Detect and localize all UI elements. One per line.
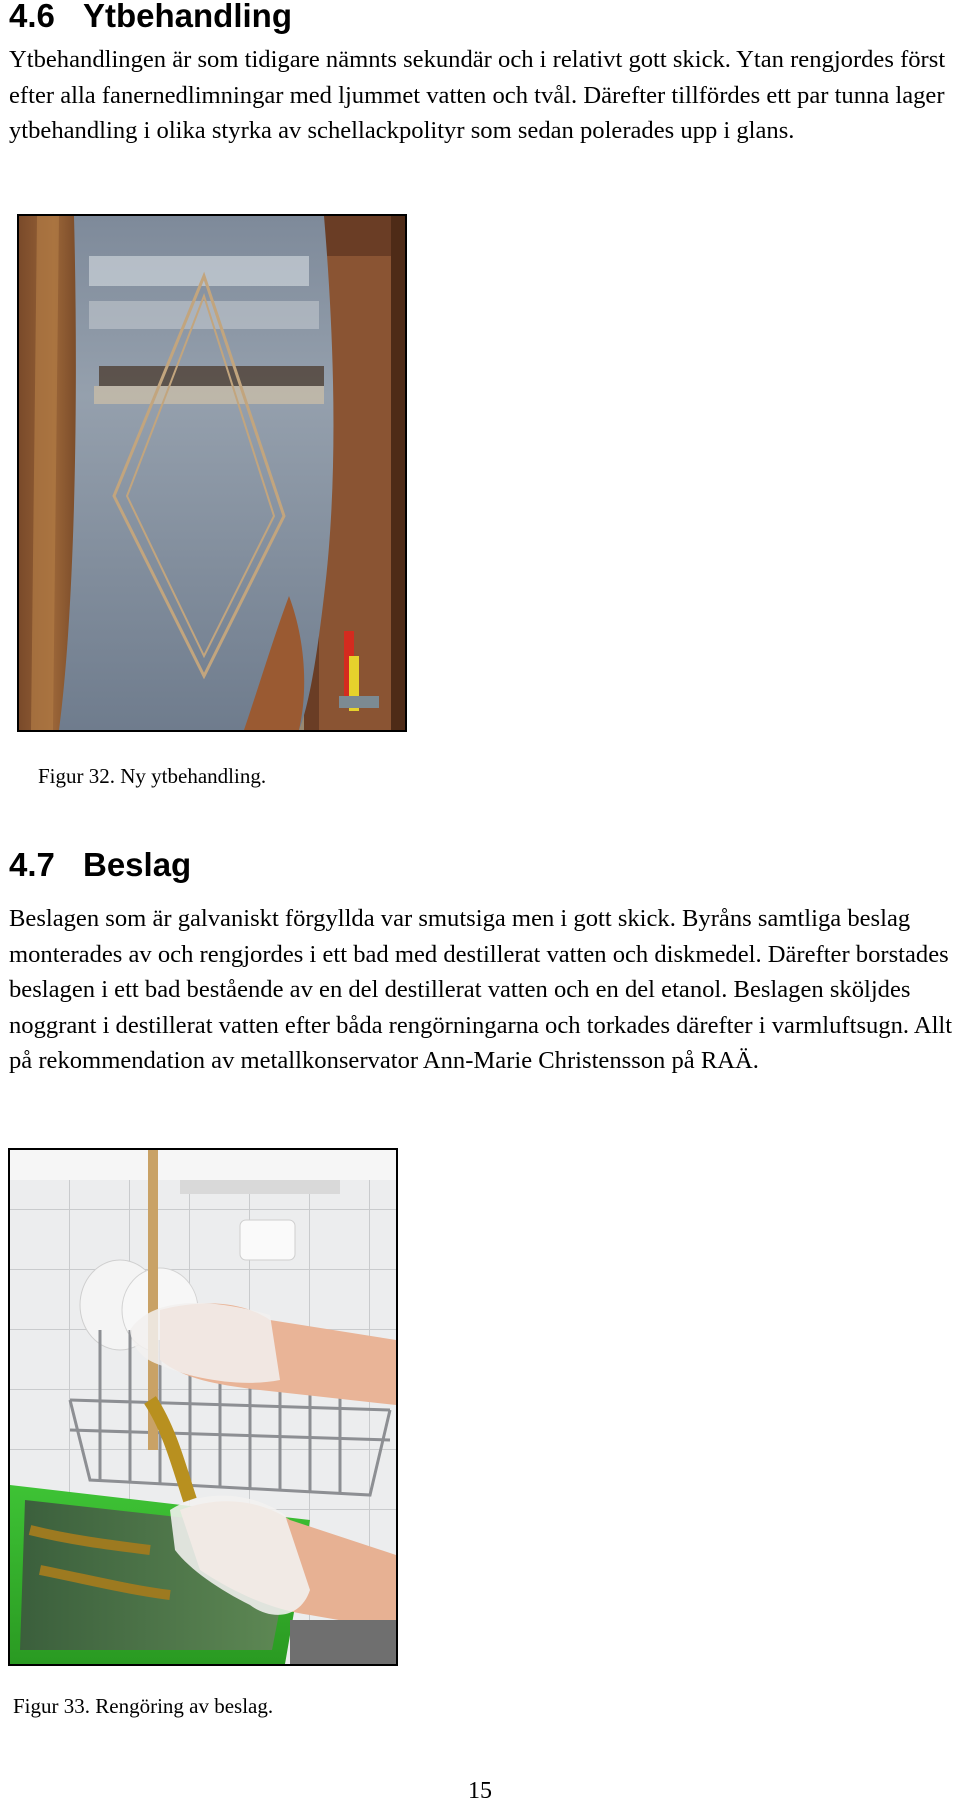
figure-33-photo <box>8 1148 398 1666</box>
section-heading-4-6 <box>9 0 292 35</box>
paragraph-beslag: Beslagen som är galvaniskt förgyllda var smutsiga men i gott skick. Byråns samtliga beslag monterades av och rengjordes i ett bad med destillerat vatten och diskmedel. Därefter borstades beslagen i ett bad bestående av en del destillerat vatten och en del etanol. Beslagen sköljdes noggrant i destillerat vatten efter båda rengörningarna och torkades därefter i varmluftsugn. Allt på rekommendation av metallkonservator Ann-Marie Christensson på RAÄ. <box>9 905 953 1074</box>
figure-32-photo <box>17 214 407 732</box>
section-heading-4-7 <box>9 846 191 884</box>
page-number: 15 <box>468 1778 492 1804</box>
section-number: 4.6 <box>9 0 55 34</box>
figure-33-caption: Figur 33. Rengöring av beslag. <box>13 1694 274 1718</box>
section-number: 4.7 <box>9 846 55 883</box>
figure-32-caption: Figur 32. Ny ytbehandling. <box>38 764 267 788</box>
section-title: Ytbehandling <box>83 0 292 34</box>
paragraph-ytbehandling: Ytbehandlingen är som tidigare nämnts sekundär och i relativt gott skick. Ytan rengjordes först efter alla fanernedlimningar med ljummet vatten och tvål. Därefter tillfördes ett par tunna lager ytbehandling i olika styrka av schellackpolityr som sedan polerades upp i glans. <box>9 46 946 144</box>
section-title: Beslag <box>83 846 192 883</box>
